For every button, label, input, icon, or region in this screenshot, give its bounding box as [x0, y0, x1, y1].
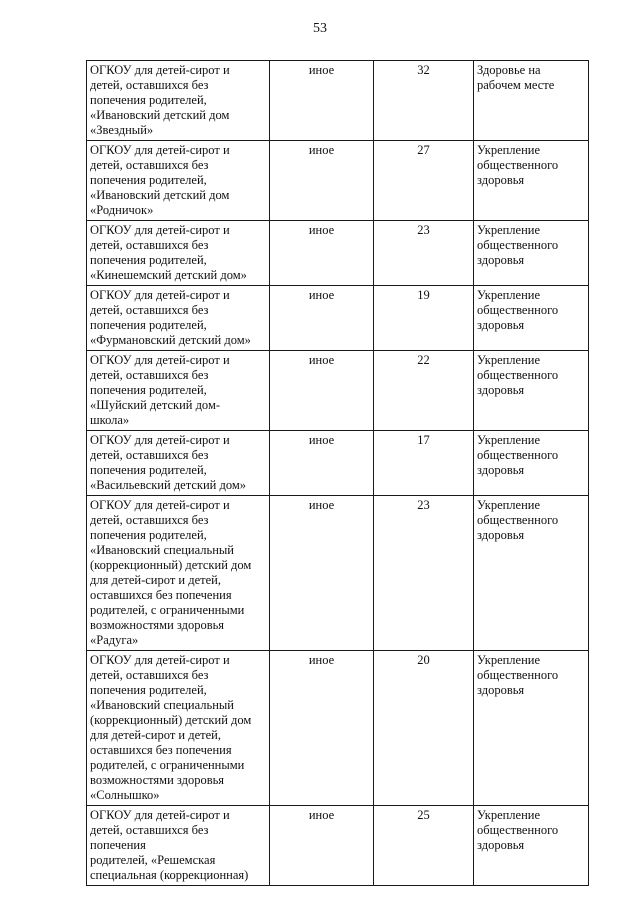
- program-cell: Укрепление общественного здоровья: [474, 286, 589, 351]
- organization-cell: ОГКОУ для детей-сирот и детей, оставшихся без попечения родителей, «Васильевский детский дом»: [87, 431, 270, 496]
- organization-cell: ОГКОУ для детей-сирот и детей, оставшихся без попечения родителей, «Шуйский детский дом- школа»: [87, 351, 270, 431]
- type-cell: иное: [270, 351, 374, 431]
- count-cell: 32: [374, 61, 474, 141]
- table-row: [87, 496, 589, 651]
- table-row: [87, 806, 589, 886]
- program-cell: Укрепление общественного здоровья: [474, 496, 589, 651]
- table-row: [87, 61, 589, 141]
- organization-cell: ОГКОУ для детей-сирот и детей, оставшихся без попечения родителей, «Решемская специальная (коррекционная): [87, 806, 270, 886]
- program-cell: Здоровье на рабочем месте: [474, 61, 589, 141]
- type-cell: иное: [270, 141, 374, 221]
- organization-cell: ОГКОУ для детей-сирот и детей, оставшихся без попечения родителей, «Ивановский детский дом «Родничок»: [87, 141, 270, 221]
- program-cell: Укрепление общественного здоровья: [474, 806, 589, 886]
- count-cell: 22: [374, 351, 474, 431]
- program-cell: Укрепление общественного здоровья: [474, 351, 589, 431]
- type-cell: иное: [270, 61, 374, 141]
- table-row: [87, 286, 589, 351]
- type-cell: иное: [270, 651, 374, 806]
- table-row: [87, 141, 589, 221]
- count-cell: 23: [374, 496, 474, 651]
- program-cell: Укрепление общественного здоровья: [474, 221, 589, 286]
- organizations-table: [86, 60, 589, 886]
- table-row: [87, 431, 589, 496]
- count-cell: 27: [374, 141, 474, 221]
- type-cell: иное: [270, 431, 374, 496]
- organization-cell: ОГКОУ для детей-сирот и детей, оставшихся без попечения родителей, «Ивановский специальный (коррекционный) детский дом для детей-сирот и детей, оставшихся без попечения родителей, с ограниченными возможностями здоровья «Солнышко»: [87, 651, 270, 806]
- table-row: [87, 651, 589, 806]
- count-cell: 23: [374, 221, 474, 286]
- count-cell: 25: [374, 806, 474, 886]
- table-row: [87, 351, 589, 431]
- type-cell: иное: [270, 806, 374, 886]
- program-cell: Укрепление общественного здоровья: [474, 651, 589, 806]
- organization-cell: ОГКОУ для детей-сирот и детей, оставшихся без попечения родителей, «Фурмановский детский дом»: [87, 286, 270, 351]
- page-number: 53: [313, 21, 327, 36]
- count-cell: 20: [374, 651, 474, 806]
- program-cell: Укрепление общественного здоровья: [474, 431, 589, 496]
- type-cell: иное: [270, 286, 374, 351]
- type-cell: иное: [270, 221, 374, 286]
- table-row: [87, 221, 589, 286]
- organization-cell: ОГКОУ для детей-сирот и детей, оставшихся без попечения родителей, «Ивановский специальный (коррекционный) детский дом для детей-сирот и детей, оставшихся без попечения родителей, с ограниченными возможностями здоровья «Радуга»: [87, 496, 270, 651]
- program-cell: Укрепление общественного здоровья: [474, 141, 589, 221]
- count-cell: 17: [374, 431, 474, 496]
- count-cell: 19: [374, 286, 474, 351]
- type-cell: иное: [270, 496, 374, 651]
- organization-cell: ОГКОУ для детей-сирот и детей, оставшихся без попечения родителей, «Ивановский детский дом «Звездный»: [87, 61, 270, 141]
- organization-cell: ОГКОУ для детей-сирот и детей, оставшихся без попечения родителей, «Кинешемский детский дом»: [87, 221, 270, 286]
